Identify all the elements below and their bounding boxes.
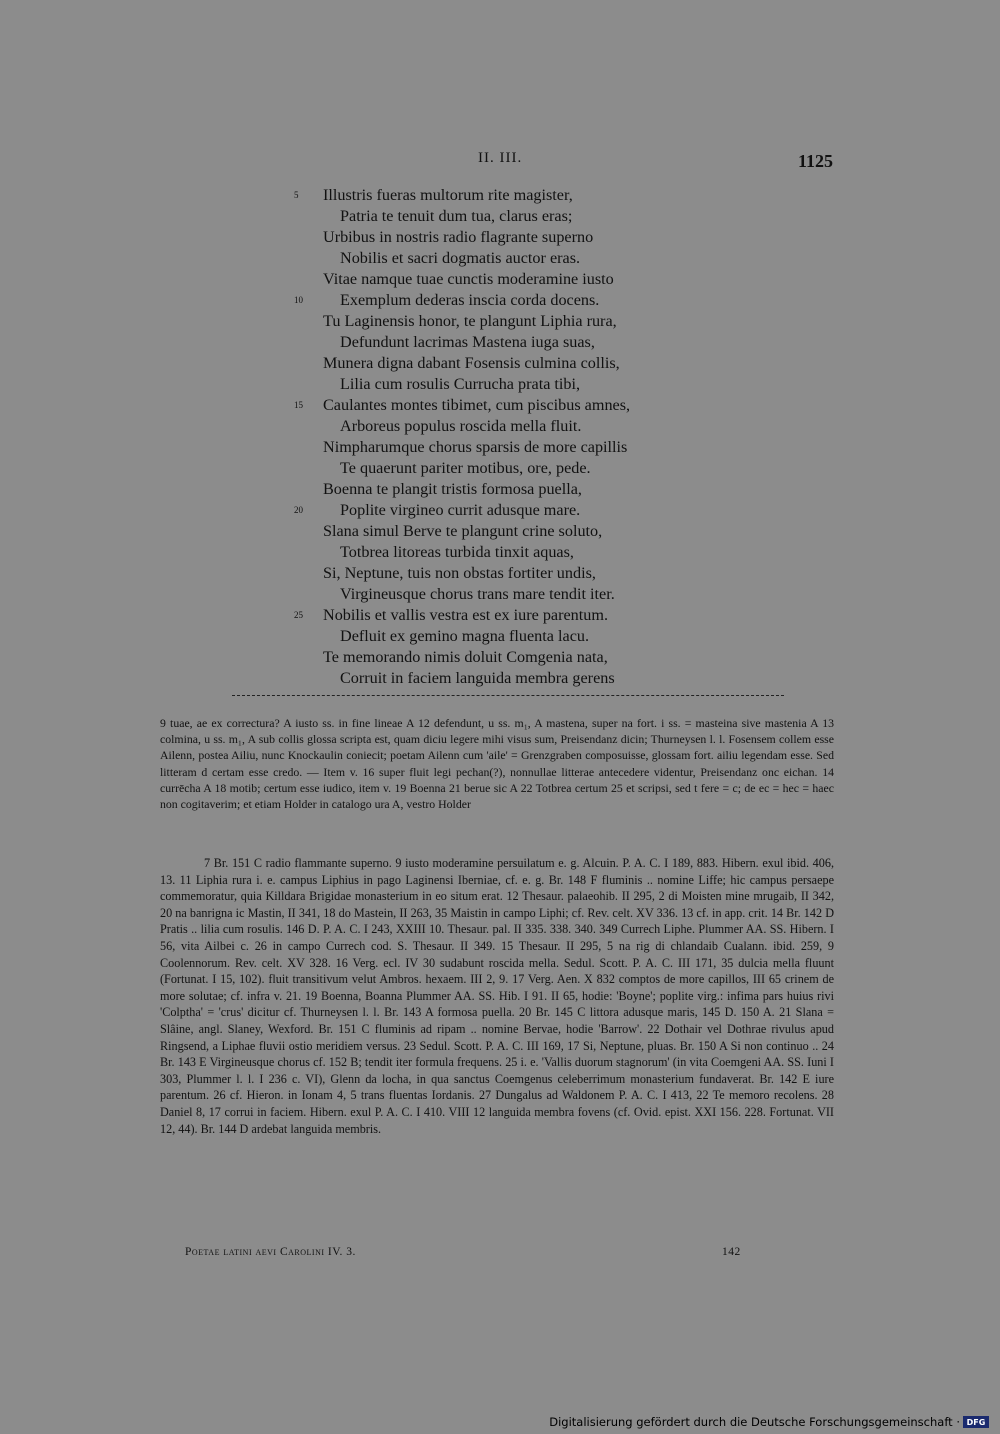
poem-line — [0, 542, 1000, 563]
poem-line-text: Defluit ex gemino magna fluenta lacu. — [340, 627, 590, 645]
sources-apparatus — [160, 855, 834, 1137]
poem-line — [0, 479, 1000, 500]
dfg-credit-bar[interactable] — [549, 1415, 989, 1429]
poem-line — [0, 605, 1000, 626]
dfg-separator: · — [952, 1415, 960, 1429]
poem-line-text: Arboreus populus roscida mella fluit. — [340, 417, 582, 435]
running-header: II. III. — [478, 150, 523, 166]
poem-line — [0, 416, 1000, 437]
page-number: 1125 — [798, 151, 834, 171]
dfg-credit-text: Digitalisierung gefördert durch die Deutsche Forschungsgemeinschaft — [549, 1415, 953, 1429]
footer-series-title: Poetae latini aevi Carolini IV. 3. — [185, 1246, 356, 1258]
poem-line — [0, 311, 1000, 332]
critical-apparatus — [160, 715, 834, 812]
poem-line — [0, 290, 1000, 311]
line-number: 5 — [294, 190, 299, 200]
poem-line — [0, 395, 1000, 416]
poem-line — [0, 668, 1000, 689]
poem-line-text: Corruit in faciem languida membra gerens — [340, 669, 615, 687]
line-number: 20 — [294, 505, 303, 515]
poem-line-text: Slana simul Berve te plangunt crine soluto, — [323, 522, 603, 540]
poem-line-text: Illustris fueras multorum rite magister, — [323, 186, 573, 204]
poem-line — [0, 500, 1000, 521]
poem-line-text: Vitae namque tuae cunctis moderamine iusto — [323, 270, 614, 288]
line-number: 25 — [294, 610, 303, 620]
poem-line-text: Te quaerunt pariter motibus, ore, pede. — [340, 459, 591, 477]
poem-line-text: Caulantes montes tibimet, cum piscibus amnes, — [323, 396, 631, 414]
poem-line — [0, 563, 1000, 584]
poem-line — [0, 374, 1000, 395]
sources-apparatus-text: 7 Br. 151 C radio flammante superno. 9 iusto moderamine persuilatum e. g. Alcuin. P. A. C. I 189, 883. Hibern. exul ibid. 406, 13. 11 Liphia rura i. e. campus Liphius in pago Laginensi Iberniae, cf. e. g. Br. 148 F fluminis .. nomine Liffe; hic campus persaepe commemoratur, quia Killdara Brigidae monasterium in eo situm erat. 12 Thesaur. palaeohib. II 295, 2 di Moisten mine mrugaib, II 342, 20 na banrigna ic Mastin, II 341, 18 do Mastein, II 263, 35 Maistin in campo Liphi; cf. Rev. celt. XV 336. 13 cf. in app. crit. 14 Br. 142 D Pratis .. lilia cum rosulis. 146 D. P. A. C. I 243, XXIII 10. Thesaur. pal. II 335. 338. 340. 349 Currech Liphe. Plummer AA. SS. Hibern. I 56, vita Ailbei c. 26 in campo Currech cod. S. Thesaur. II 349. 15 Thesaur. II 295, 5 na rig di chlandaib Cualann. ibid. 259, 9 Coolennorum. Rev. celt. XV 328. 16 Verg. ecl. IV 30 sudabunt roscida mella. Sedul. Scott. P. A. C. III 171, 35 dulcia mella fluunt (Fortunat. I 15, 102). fluit transitivum velut Ambros. hexaem. III 2, 9. 17 Verg. Aen. X 832 comptos de more capillos, III 65 crinem de more solutae; cf. infra v. 21. 19 Boenna, Boanna Plummer AA. SS. Hib. I 91. II 65, hodie: 'Boyne'; poplite virg.: infima pars huius rivi 'Colptha' = 'crus' dicitur cf. Thurneysen l. l. Br. 143 A formosa puella. 20 Br. 145 C littora adusque maris, 145 D. 150 A. 21 Slana = Slâine, angl. Slaney, Wexford. Br. 151 C fluminis ad ripam .. nomine Bervae, hodie 'Barrow'. 22 Dothair vel Dothrae rivulus apud Ringsend, a Liphae fluvii ostio meridiem versus. 23 Sedul. Scott. P. A. C. III 169, 17 Si, Neptune, pluas. Br. 150 A Si non continuo .. 24 Br. 143 E Virgineusque chorus cf. 152 B; tendit iter formula frequens. 25 i. e. 'Vallis duorum stagnorum' (in vita Coemgeni AA. SS. Iuni I 303, Plummer l. l. I 236 c. VI), Glenn da locha, in qua sanctus Coemgenus celeberrimum monasterium fundaverat. Br. 142 E iure parentum. 26 cf. Hieron. in Ionam 4, 5 trans fluentas Iordanis. 27 Dungalus ad Waldonem P. A. C. I 413, 22 Te memoro recolens. 28 Daniel 8, 17 corrui in faciem. Hibern. exul P. A. C. I 410. VIII 12 languida membra fovens (cf. Ovid. epist. XXI 156. 228. Fortunat. VII 12, 44). Br. 144 D ardebat languida membris. — [160, 856, 834, 1136]
footer-signature: 142 — [722, 1246, 741, 1258]
poem-line-text: Munera digna dabant Fosensis culmina collis, — [323, 354, 620, 372]
poem-line — [0, 458, 1000, 479]
line-number: 10 — [294, 295, 303, 305]
poem-line-text: Urbibus in nostris radio flagrante superno — [323, 228, 594, 246]
poem-line — [0, 248, 1000, 269]
poem-line-text: Nobilis et sacri dogmatis auctor eras. — [340, 249, 581, 267]
poem-line — [0, 647, 1000, 668]
poem-line — [0, 521, 1000, 542]
poem-line — [0, 227, 1000, 248]
poem-line — [0, 206, 1000, 227]
critical-apparatus-text: 9 tuae, ae ex correctura? A iusto ss. in fine lineae A 12 defendunt, u ss. m₁, A mastena, super na fort. i ss. = masteina sive mastenia A 13 colmina, u ss. m₁, A sub collis glossa scripta est, quam diciu legere mihi visus sum, Preisendanz dicin; Thurneysen l. l. Fosensem collem esse Ailenn, postea Ailiu, nunc Knockaulin coniecit; poetam Ailenn cum 'aile' = Grenzgraben composuisse, glossam fort. ailiu legendam esse. Sed litteram d certam esse credo. — Item v. 16 super fluit legi pechan(?), nonnullae litterae antecedere videntur, Preisendanz onc eichan. 14 currēcha A 18 motib; certum esse iudico, item v. 19 Boenna 21 berue sic A 22 Totbrea certum 25 et scripsi, sed t fere = c; de ec = hec = haec non cogitaverim; et etiam Holder in catalogo ura A, vestro Holder — [160, 716, 834, 812]
poem-line-text: Virgineusque chorus trans mare tendit iter. — [340, 585, 615, 603]
poem-line — [0, 332, 1000, 353]
poem-line-text: Lilia cum rosulis Curruchа prata tibi, — [340, 375, 581, 393]
poem-line-text: Nimpharumque chorus sparsis de more capillis — [323, 438, 628, 456]
poem-line — [0, 353, 1000, 374]
poem-line-text: Defundunt lacrimas Mastena iuga suas, — [340, 333, 595, 351]
poem-line — [0, 584, 1000, 605]
poem-line-text: Boenna te plangit tristis formosa puella, — [323, 480, 582, 498]
poem-line — [0, 269, 1000, 290]
separator-rule — [232, 695, 784, 696]
poem-line-text: Te memorando nimis doluit Comgenia nata, — [323, 648, 608, 666]
poem-line-text: Si, Neptune, tuis non obstas fortiter undis, — [323, 564, 596, 582]
line-number: 15 — [294, 400, 303, 410]
dfg-logo-icon[interactable]: DFG — [963, 1416, 989, 1428]
poem-line — [0, 185, 1000, 206]
poem-line — [0, 626, 1000, 647]
poem-line-text: Totbrea litoreas turbida tinxit aquas, — [340, 543, 574, 561]
poem-line-text: Nobilis et vallis vestra est ex iure parentum. — [323, 606, 609, 624]
poem-line-text: Tu Laginensis honor, te plangunt Liphia rura, — [323, 312, 617, 330]
poem-line-text: Patria te tenuit dum tua, clarus eras; — [340, 207, 573, 225]
poem-line-text: Poplite virgineo currit adusque mare. — [340, 501, 581, 519]
poem-line — [0, 437, 1000, 458]
poem-line-text: Exemplum dederas inscia corda docens. — [340, 291, 600, 309]
